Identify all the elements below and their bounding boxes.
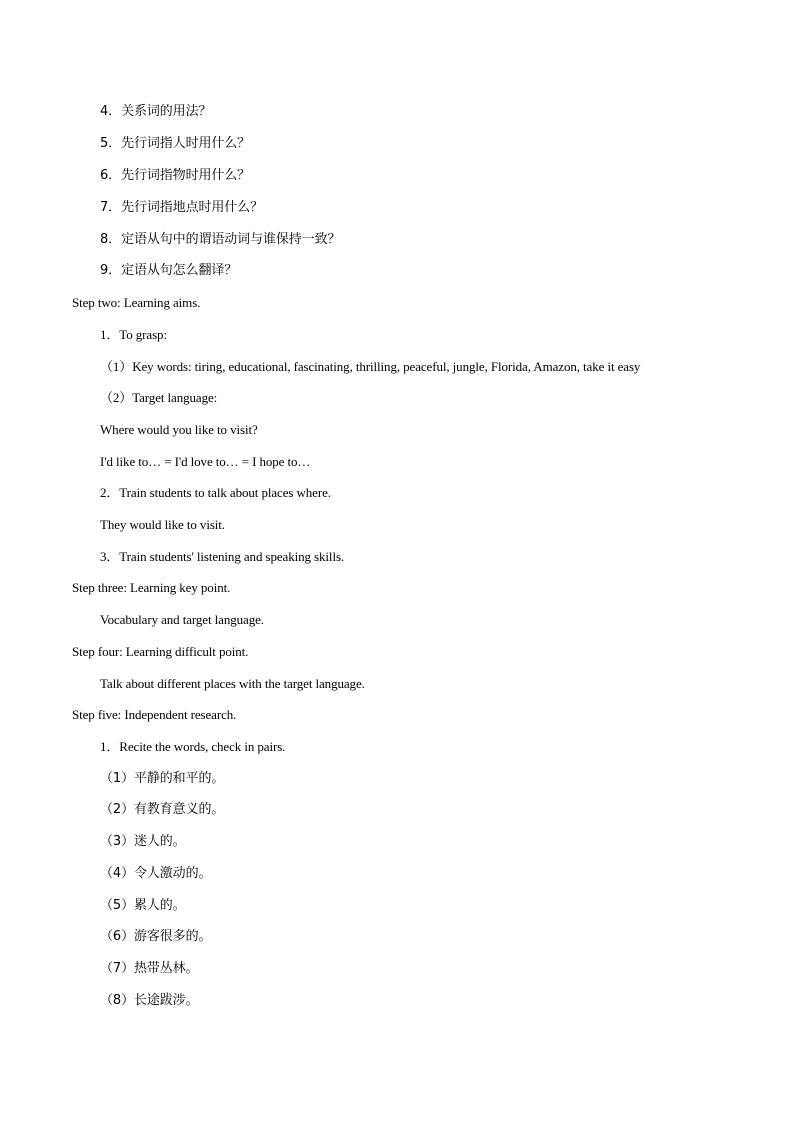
- example-question: Where would you like to visit?: [100, 422, 258, 437]
- example-answers: I'd like to… = I'd love to… = I hope to…: [100, 454, 311, 469]
- question-6: 6．先行词指物时用什么？: [100, 168, 251, 183]
- question-9: 9．定语从句怎么翻译？: [100, 263, 238, 278]
- step-four-content: Talk about different places with the target language.: [100, 676, 365, 691]
- step-two-heading: Step two: Learning aims.: [72, 295, 201, 310]
- word-item-4: （4）令人激动的。: [100, 866, 212, 881]
- word-item-2: （2）有教育意义的。: [100, 802, 225, 817]
- question-8: 8．定语从句中的谓语动词与谁保持一致？: [100, 232, 341, 247]
- step-two-item-3: 3．Train students' listening and speaking skills.: [100, 549, 345, 564]
- step-three-content: Vocabulary and target language.: [100, 612, 264, 627]
- step-three-heading: Step three: Learning key point.: [72, 580, 231, 595]
- step-five-item-1: 1．Recite the words, check in pairs.: [100, 739, 286, 754]
- word-item-1: （1）平静的和平的。: [100, 771, 225, 786]
- key-words-line: （1）Key words: tiring, educational, fascinating, thrilling, peaceful, jungle, Florida, Amazon, take it easy: [100, 359, 641, 374]
- question-5: 5．先行词指人时用什么？: [100, 136, 251, 151]
- step-four-heading: Step four: Learning difficult point.: [72, 644, 249, 659]
- question-4: 4．关系词的用法？: [100, 104, 212, 119]
- step-five-heading: Step five: Independent research.: [72, 707, 237, 722]
- step-two-item-2: 2．Train students to talk about places where.: [100, 485, 331, 500]
- step-two-item-2-continued: They would like to visit.: [100, 517, 225, 532]
- word-item-5: （5）累人的。: [100, 898, 186, 913]
- word-item-6: （6）游客很多的。: [100, 929, 212, 944]
- target-language-line: （2）Target language:: [100, 390, 218, 405]
- word-item-7: （7）热带丛林。: [100, 961, 199, 976]
- word-item-8: （8）长途跋涉。: [100, 993, 199, 1008]
- step-two-item-1: 1．To grasp:: [100, 327, 167, 342]
- word-item-3: （3）迷人的。: [100, 834, 186, 849]
- question-7: 7．先行词指地点时用什么？: [100, 200, 263, 215]
